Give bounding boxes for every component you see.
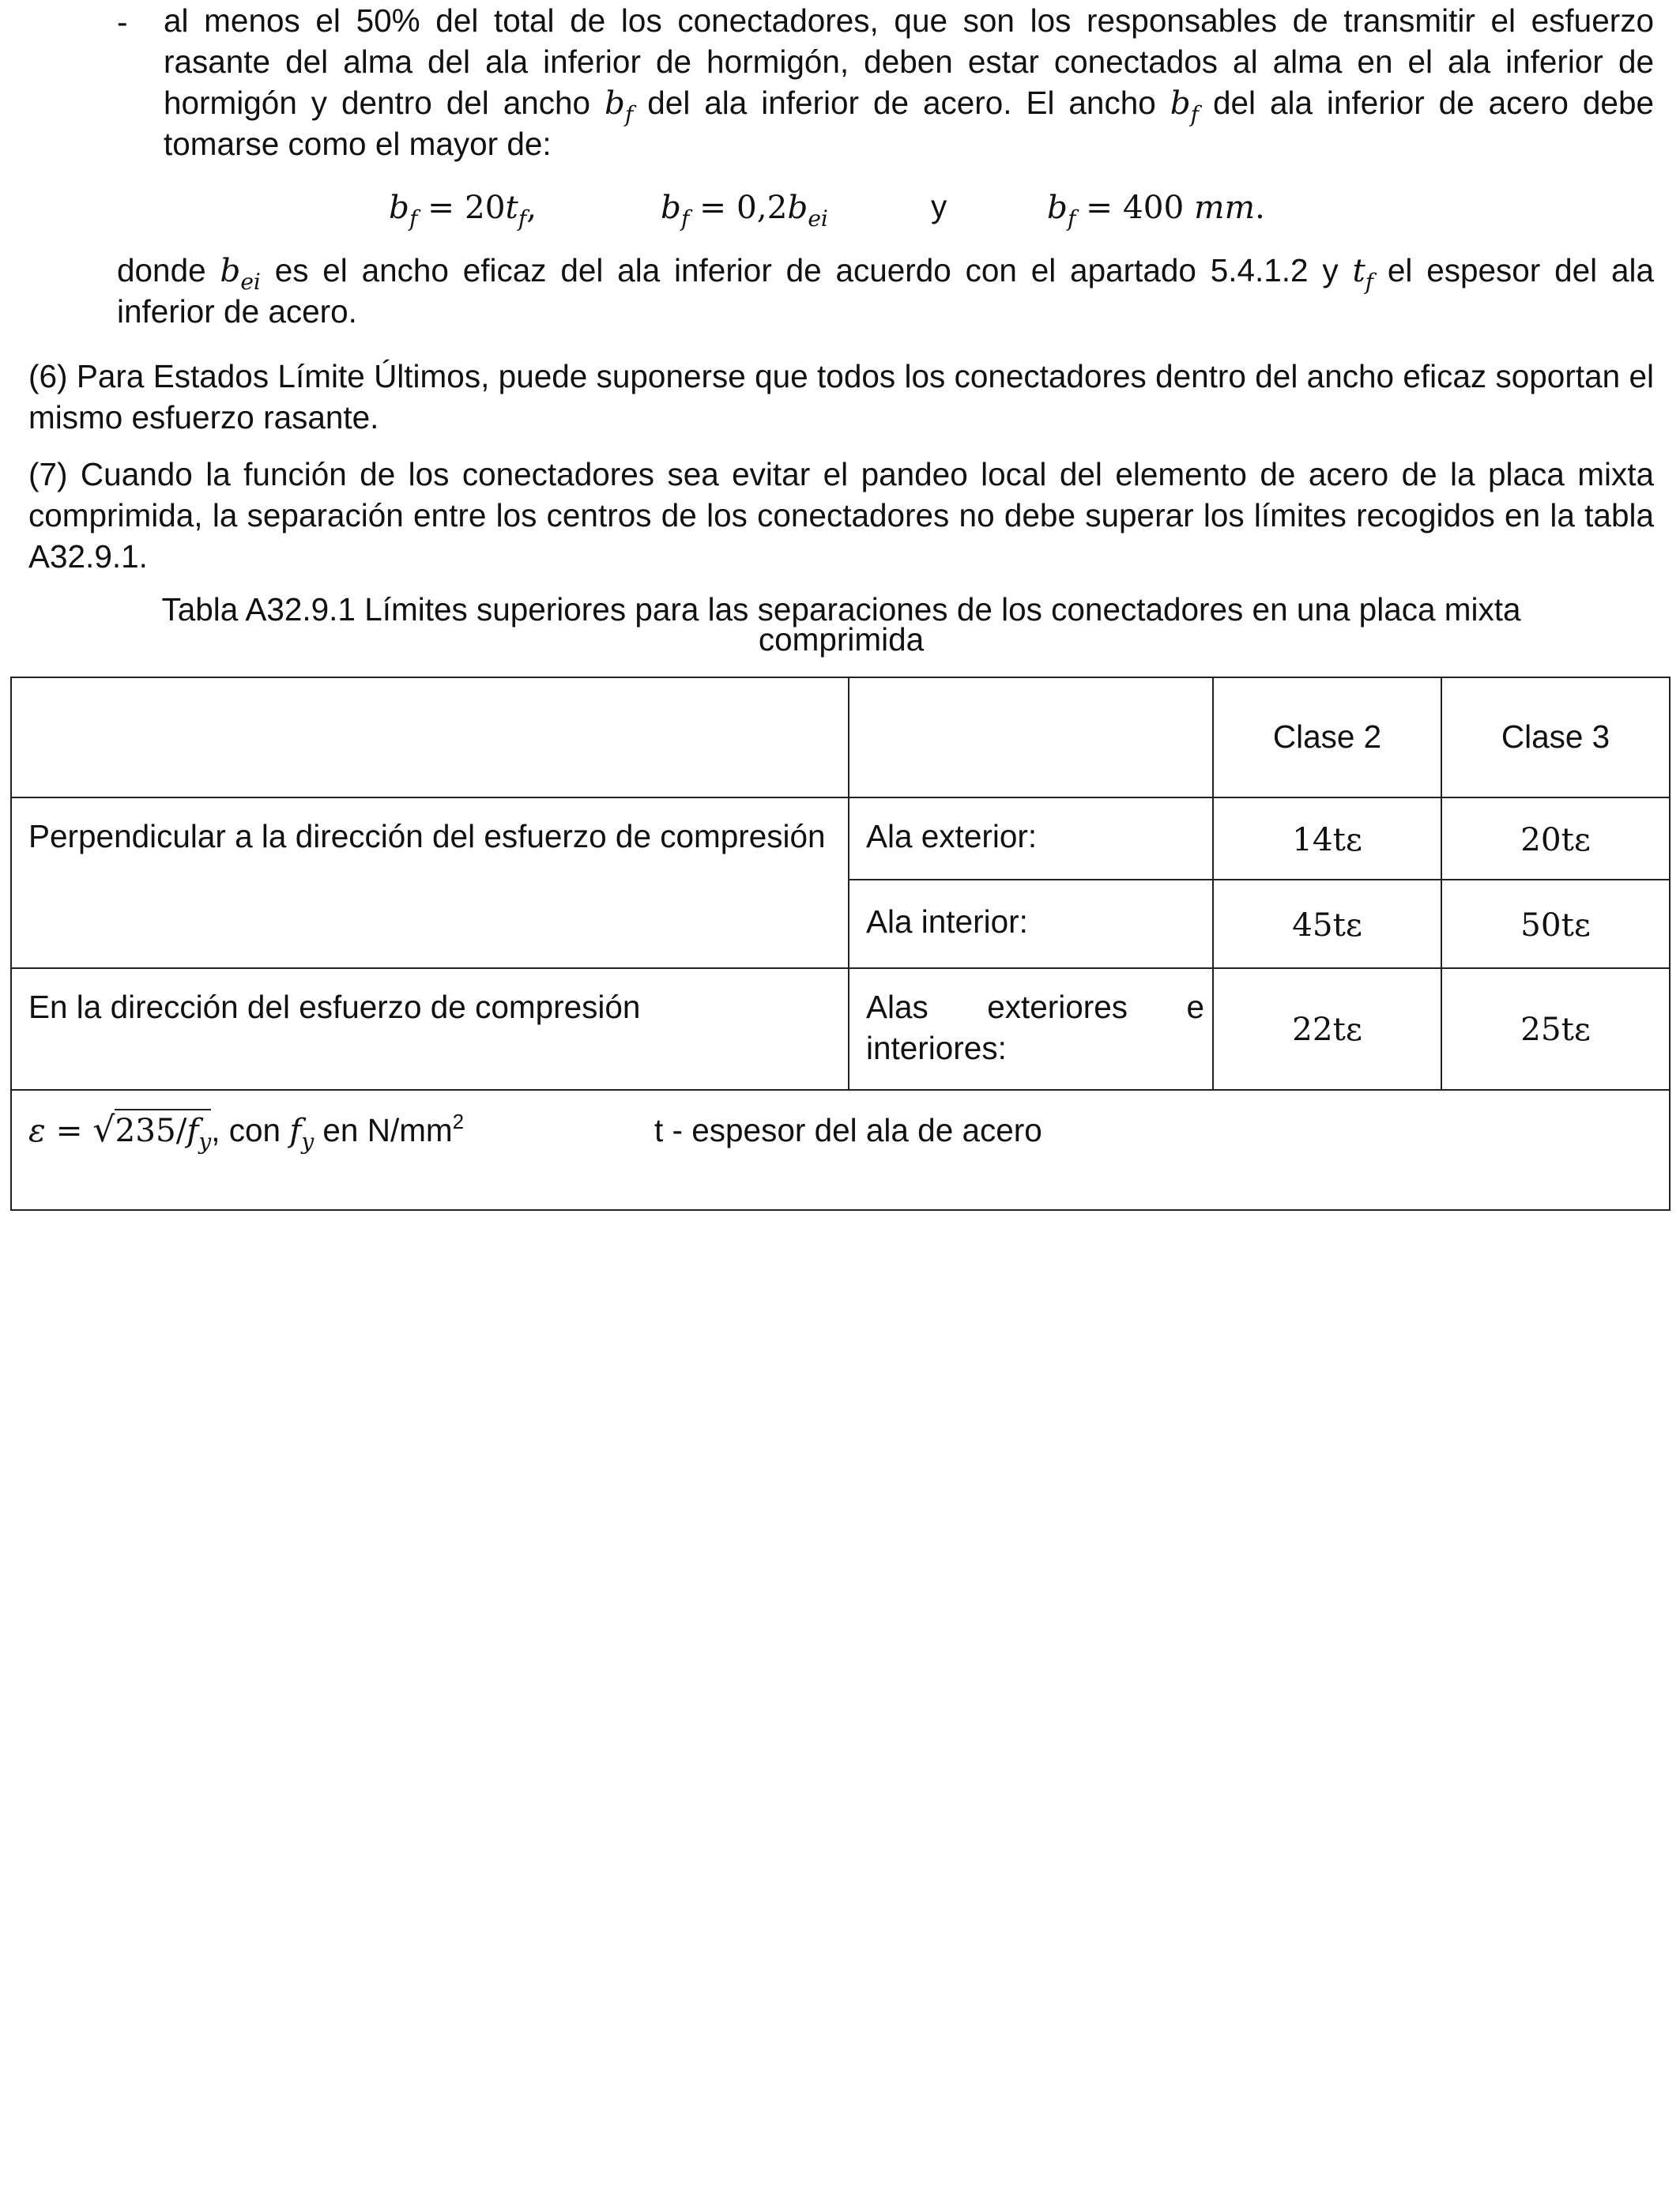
- ala-interior-label: Ala interior:: [866, 903, 1028, 940]
- symbol-bei: $b_{ei}$: [220, 251, 261, 295]
- ala-interior-clase-2: 45tε: [1292, 906, 1362, 944]
- table-vline: [848, 677, 849, 1091]
- paragraph-7: (7) Cuando la función de los conectadores sea evitar el pandeo local del elemento de acero de la placa mixta comprimida, la separación entre los centros de los conectadores no debe superar los límites recogidos en la tabla A32.9.1.: [28, 456, 1654, 575]
- t-definition: t - espesor del ala de acero: [654, 1112, 1042, 1148]
- table-caption-line-1: Tabla A32.9.1 Límites superiores para las separaciones de los conectadores en una placa mixta: [161, 591, 1521, 628]
- formula-conjunction: y: [931, 188, 947, 224]
- formula-bf-400mm: $b_f = 400$ mm.: [1047, 188, 1265, 232]
- ala-interior-clase-3: 50tε: [1520, 906, 1591, 944]
- formula-row: [0, 188, 1680, 232]
- symbol-bf: $b_f$: [1170, 84, 1200, 127]
- header-clase-2: Clase 2: [1272, 718, 1382, 755]
- table-border-left: [10, 677, 12, 1211]
- ala-exterior-clase-3: 20tε: [1520, 820, 1591, 858]
- header-clase-3: Clase 3: [1501, 718, 1610, 755]
- table-hline: [848, 879, 1671, 880]
- bullet-paragraph: [164, 0, 1654, 164]
- row-direccion-label: En la dirección del esfuerzo de compresión: [28, 989, 641, 1025]
- bullet-text-b: del ala inferior de acero. El ancho: [633, 85, 1170, 121]
- table-hline: [10, 967, 1671, 969]
- ala-exterior-label: Ala exterior:: [866, 818, 1038, 854]
- formula-bf-20tf: $b_f = 20t_f$,: [389, 188, 537, 232]
- paragraph-6: (6) Para Estados Límite Últimos, puede suponerse que todos los conectadores dentro del ancho eficaz soportan el mismo esfuerzo rasante.: [28, 358, 1654, 435]
- limits-table: [10, 677, 1671, 2002]
- bullet-dash: -: [117, 4, 128, 40]
- table-caption-line-2: comprimida: [758, 621, 925, 658]
- alas-ext-int-clase-2: 22tε: [1292, 1010, 1362, 1048]
- row-perpendicular-label: Perpendicular a la dirección del esfuerzo de compresión: [28, 818, 826, 854]
- where-paragraph: donde $b_{ei}$ es el ancho eficaz del ala inferior de acuerdo con el apartado 5.4.1.2 y $t_f$ el espesor del ala inferior de acero.: [117, 251, 1654, 330]
- table-border-top: [10, 677, 1671, 678]
- alas-ext-int-label: Alas exteriores e interiores:: [866, 989, 1204, 1066]
- formula-bf-02bei: $b_f = 0,2b_{ei}$: [661, 188, 828, 232]
- epsilon-definition: $\varepsilon = √235/f_y$, con $f_y$ en $N/mm^2$: [28, 1110, 465, 1155]
- symbol-bf: $b_f$: [605, 84, 634, 127]
- table-border-bottom: [10, 1209, 1671, 1211]
- table-border-right: [1669, 677, 1671, 1211]
- alas-ext-int-clase-3: 25tε: [1520, 1010, 1591, 1048]
- table-caption: [28, 591, 1654, 658]
- bullet-text-a: al menos el 50% del total de los conectadores, que son los responsables de transmitir el esfuerzo rasante del alma del ala inferior de hormigón, deben estar conectados al alma en el ala inferior de hormigón y dentro del ancho: [164, 2, 1654, 121]
- table-hline: [10, 797, 1671, 798]
- symbol-tf: $t_f$: [1352, 251, 1374, 295]
- ala-exterior-clase-2: 14tε: [1292, 820, 1362, 858]
- bullet-text-c: del ala inferior de acero debe tomarse como el mayor de:: [164, 85, 1654, 162]
- sqrt-icon: √: [92, 1110, 115, 1150]
- table-hline: [10, 1089, 1671, 1091]
